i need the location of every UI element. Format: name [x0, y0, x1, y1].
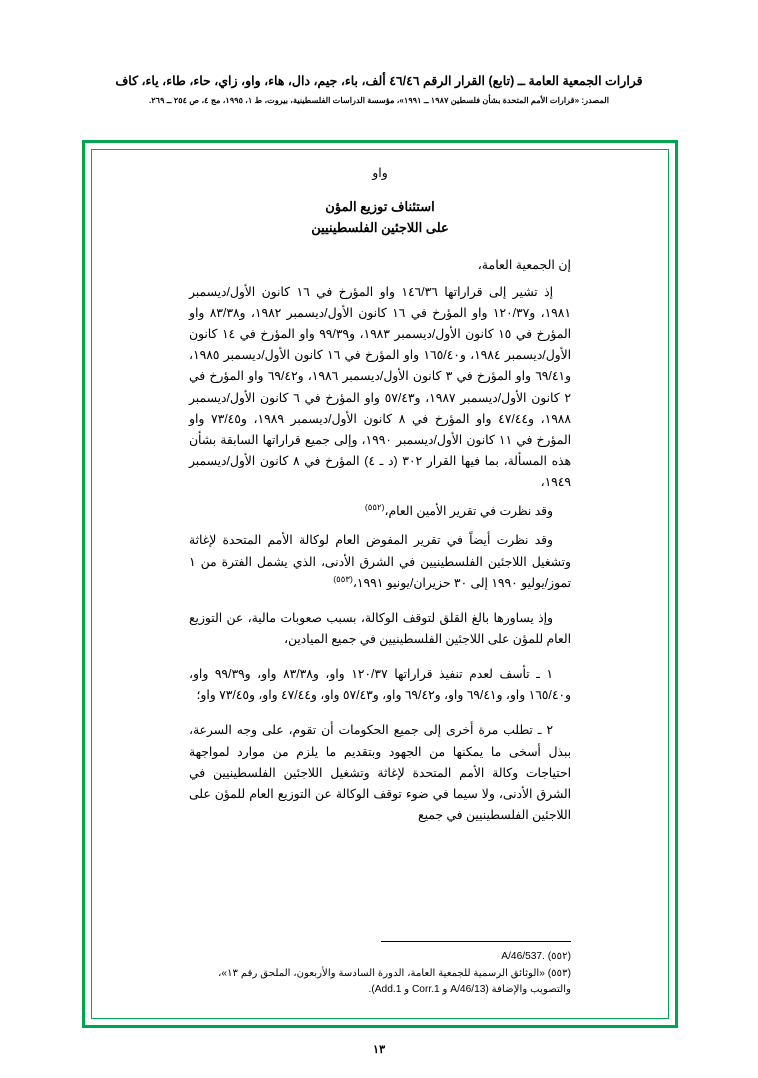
document-title-line-2: على اللاجئين الفلسطينيين [311, 220, 449, 236]
preamble-lead: إن الجمعية العامة، [477, 257, 571, 272]
page-header [44, 72, 714, 107]
footnote-553 [189, 966, 571, 999]
paragraph-deeply-concerned: وإذ يساورها بالغ القلق لتوقف الوكالة، بسبب صعوبات مالية، عن التوزيع العام للمؤن على اللاجئين الفلسطينيين في جميع الميادين، [189, 610, 571, 646]
paragraph-having-also-considered [189, 530, 571, 593]
header-source: المصدر: «قرارات الأمم المتحدة بشأن فلسطين ١٩٨٧ ــ ١٩٩١»، مؤسسة الدراسات الفلسطينية، بيروت، ط ١، ١٩٩٥، مج ٤، ص ٢٥٤ ــ ٢٦٩. [149, 95, 609, 105]
footnote-552-marker: (٥٥٢) [547, 951, 571, 963]
footnotes-block [189, 941, 571, 999]
operative-paragraph-2: ٢ ـ تطلب مرة أخرى إلى جميع الحكومات أن تقوم، على وجه السرعة، ببذل أسخى ما يمكنها من الجهود وبتقديم ما يلزم من موارد لمواجهة احتياجات وكالة الأمم المتحدة لإغاثة وتشغيل اللاجئين الفلسطينيين في الشرق الأدنى، ولا سيما في ضوء توقف الوكالة عن التوزيع العام للمؤن على اللاجئين الفلسطينيين في جميع [189, 723, 571, 822]
document-title-line-1: استئناف توزيع المؤن [325, 199, 435, 214]
green-border-frame [82, 140, 678, 1028]
footnote-marker-553: (٥٥٣) [333, 573, 353, 584]
document-title [189, 196, 571, 239]
document-body [85, 165, 675, 1025]
footnote-552-text: A/46/537. [501, 951, 545, 963]
operative-paragraph-1: ١ ـ تأسف لعدم تنفيذ قراراتها ١٢٠/٣٧ واو، و٨٣/٣٨ واو، و٩٩/٣٩ واو، و١٦٥/٤٠ واو، و٦٩/٤١ واو، و٦٩/٤٢ واو، و٥٧/٤٣ واو، و٤٧/٤٤ واو، و٧٣/٤٥ واو؛ [189, 667, 571, 703]
paragraph-having-considered-text: وقد نظرت في تقرير الأمين العام، [384, 504, 553, 519]
footnote-553-marker: (٥٥٣) [547, 967, 571, 979]
footnote-553-text: «الوثائق الرسمية للجمعية العامة، الدورة السادسة والأربعون، الملحق رقم ١٣»، والتصويب والإضافة (A/46/13 و Corr.1 و Add.1). [218, 967, 571, 996]
paragraph-recalling: إذ تشير إلى قراراتها ١٤٦/٣٦ واو المؤرخ في ١٦ كانون الأول/ديسمبر ١٩٨١، و١٢٠/٣٧ واو المؤرخ في ١٦ كانون الأول/ديسمبر ١٩٨٢، و٨٣/٣٨ واو المؤرخ في ١٥ كانون الأول/ديسمبر ١٩٨٣، و٩٩/٣٩ واو المؤرخ في ١٤ كانون الأول/ديسمبر ١٩٨٤، و١٦٥/٤٠ واو المؤرخ في ١٦ كانون الأول/ديسمبر ١٩٨٥، و٦٩/٤١ واو المؤرخ في ٣ كانون الأول/ديسمبر ١٩٨٦، و٦٩/٤٢ واو المؤرخ في ٢ كانون الأول/ديسمبر ١٩٨٧، و٥٧/٤٣ واو المؤرخ في ٦ كانون الأول/ديسمبر ١٩٨٨، و٤٧/٤٤ واو المؤرخ في ٨ كانون الأول/ديسمبر ١٩٨٩، و٧٣/٤٥ واو المؤرخ في ١١ كانون الأول/ديسمبر ١٩٩٠، وإلى جميع قراراتها السابقة بشأن هذه المسألة، بما فيها القرار ٣٠٢ (د ـ ٤) المؤرخ في ٨ كانون الأول/ديسمبر ١٩٤٩، [189, 284, 572, 490]
header-title: قرارات الجمعية العامة ــ (تابع) القرار الرقم ٤٦/٤٦ ألف، باء، جيم، دال، هاء، واو، زاي، حاء، طاء، ياء، كاف [115, 74, 643, 88]
page-number: ١٣ [372, 1044, 386, 1056]
footnote-separator [381, 941, 571, 942]
footnote-552 [189, 949, 571, 966]
paragraph-having-also-considered-text: وقد نظرت أيضاً في تقرير المفوض العام لوكالة الأمم المتحدة لإغاثة وتشغيل اللاجئين الفلسطينيين في الشرق الأدنى، الذي يشمل الفترة من ١ تموز/يوليو ١٩٩٠ إلى ٣٠ حزيران/يونيو ١٩٩١، [189, 533, 571, 590]
resolution-letter: واو [372, 166, 388, 180]
paragraph-having-considered [189, 501, 571, 522]
footnote-marker-552: (٥٥٢) [364, 502, 385, 513]
